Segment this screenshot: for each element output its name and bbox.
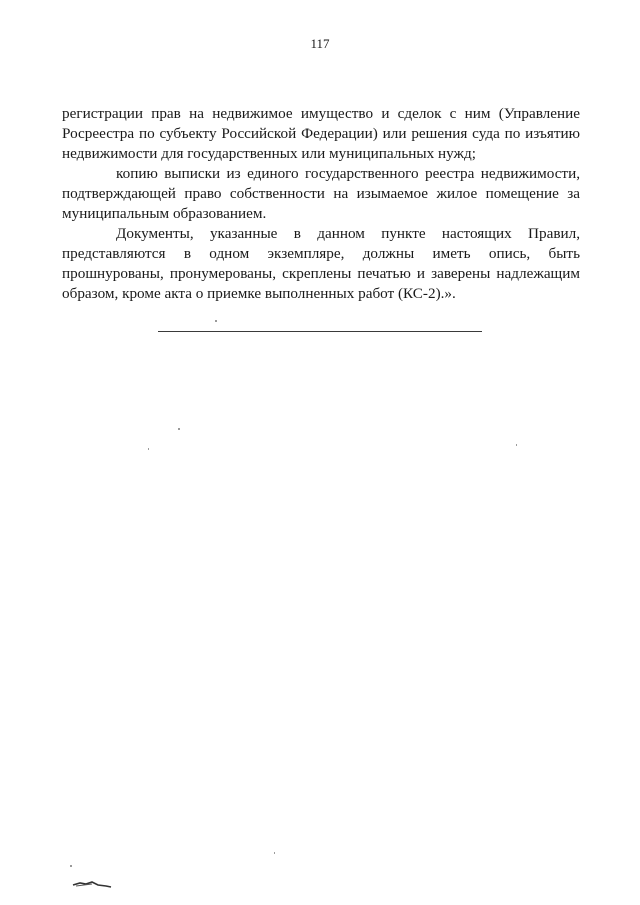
paragraph-extract-copy: копию выписки из единого государственного реестра недвижимости, подтверждающей право собственности на изымаемое жилое помещение за муниципальным образованием. <box>62 165 580 222</box>
section-separator-line <box>158 331 482 332</box>
scan-speck <box>215 320 217 322</box>
scan-speck <box>70 865 72 867</box>
paragraph-continuation: регистрации прав на недвижимое имущество и сделок с ним (Управление Росреестра по субъекту Российской Федерации) или решения суда по изъятию недвижимости для государственных или муниципальных нужд; <box>62 105 580 162</box>
scan-speck <box>148 448 149 450</box>
scan-artifact-mark <box>72 880 112 888</box>
paragraph-documents: Документы, указанные в данном пункте настоящих Правил, представляются в одном экземпляре, должны иметь опись, быть прошнурованы, пронумерованы, скреплены печатью и заверены надлежащим образом, кроме акта о приемке выполненных работ (КС-2).». <box>62 225 580 302</box>
scan-speck <box>274 852 275 854</box>
scan-speck <box>516 444 517 446</box>
document-body <box>62 104 580 304</box>
scan-speck <box>178 428 180 430</box>
page-number: 117 <box>310 36 330 51</box>
